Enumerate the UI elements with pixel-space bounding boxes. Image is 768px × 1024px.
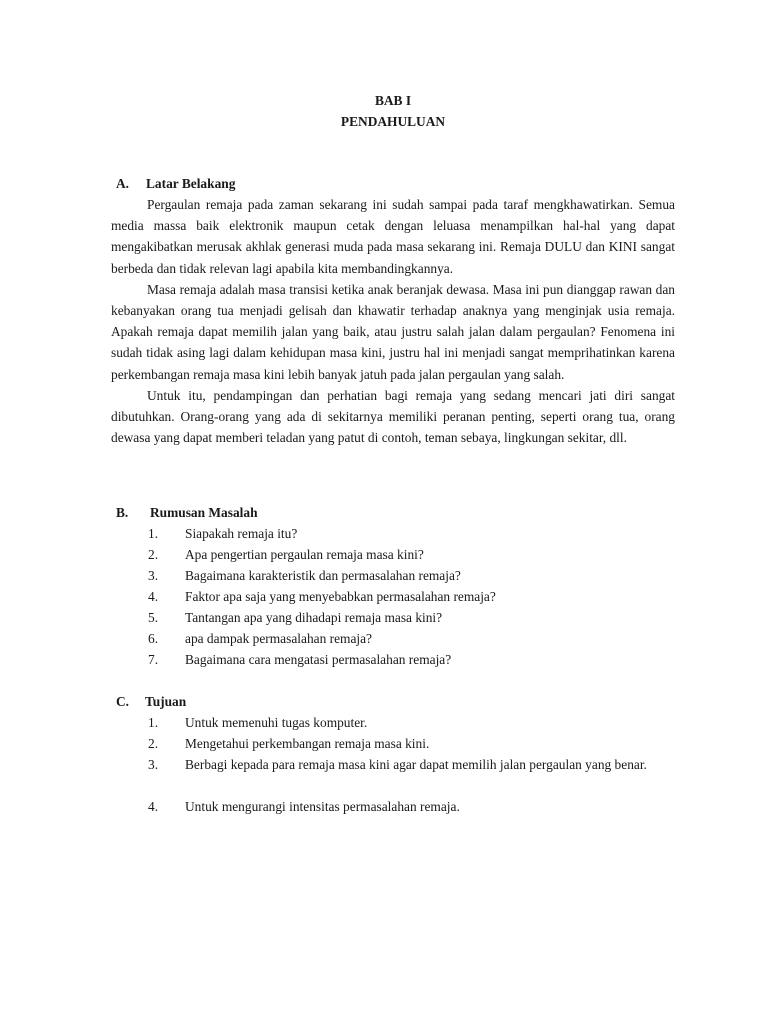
list-number: 7. — [148, 652, 159, 667]
list-number: 1. — [148, 715, 159, 730]
list-text: Apa pengertian pergaulan remaja masa kini? — [185, 547, 424, 562]
list-text: Bagaimana cara mengatasi permasalahan remaja? — [185, 652, 452, 667]
list-item — [0, 586, 768, 607]
list-item — [0, 649, 768, 670]
list-item — [0, 544, 768, 565]
list-number: 6. — [148, 631, 159, 646]
chapter-number: BAB I — [374, 93, 412, 108]
list-item — [0, 565, 768, 586]
list-text: Bagaimana karakteristik dan permasalahan remaja? — [185, 568, 461, 583]
list-item — [0, 523, 768, 544]
section-b-title: Rumusan Masalah — [150, 505, 258, 520]
section-b-list — [0, 523, 768, 670]
list-text: Tantangan apa yang dihadapi remaja masa kini? — [185, 610, 443, 625]
list-item — [0, 796, 768, 817]
section-a-heading — [116, 173, 235, 194]
section-c-list — [0, 712, 768, 817]
list-number: 3. — [148, 568, 159, 583]
paragraph: Untuk itu, pendampingan dan perhatian bagi remaja yang sedang mencari jati diri sangat dibutuhkan. Orang-orang yang ada di sekitarnya memiliki peranan penting, seperti orang tua, orang dewasa yang dapat memberi teladan yang patut di contoh, teman sebaya, lingkungan sekitar, dll. — [111, 387, 675, 446]
section-b-letter: B. — [116, 505, 129, 520]
list-number: 4. — [148, 589, 159, 604]
list-text: apa dampak permasalahan remaja? — [185, 631, 372, 646]
paragraph: Masa remaja adalah masa transisi ketika anak beranjak dewasa. Masa ini pun dianggap rawan dan kebanyakan orang tua menjadi gelisah dan khawatir terhadap anaknya yang menginjak usia remaja. Apakah remaja dapat memilih jalan yang baik, atau justru salah jalan dalam pergaulan? Fenomena ini sudah tidak asing lagi dalam kehidupan masa kini, justru hal ini menjadi sangat memprihatinkan karena perkembangan remaja masa kini lebih banyak jatuh pada jalan pergaulan yang salah. — [111, 281, 675, 382]
list-item — [0, 754, 768, 796]
list-item — [0, 628, 768, 649]
list-item — [0, 607, 768, 628]
section-c-letter: C. — [116, 694, 130, 709]
section-a-title: Latar Belakang — [146, 176, 236, 191]
section-a-letter: A. — [116, 176, 130, 191]
list-text: Untuk mengurangi intensitas permasalahan remaja. — [185, 799, 460, 814]
list-number: 2. — [148, 736, 159, 751]
section-a-body — [111, 194, 675, 448]
chapter-title: PENDAHULUAN — [340, 114, 446, 129]
section-c-title: Tujuan — [145, 694, 187, 709]
paragraph: Pergaulan remaja pada zaman sekarang ini sudah sampai pada taraf mengkhawatirkan. Semua media massa baik elektronik maupun cetak dengan leluasa menampilkan hal-hal yang dapat mengakibatkan merusak akhlak generasi muda pada masa sekarang ini. Remaja DULU dan KINI sangat berbeda dan tidak relevan lagi apabila kita membandingkannya. — [111, 197, 675, 276]
list-text: Untuk memenuhi tugas komputer. — [185, 715, 368, 730]
list-number: 3. — [148, 757, 159, 772]
list-text: Mengetahui perkembangan remaja masa kini. — [185, 736, 430, 751]
list-item — [0, 733, 768, 754]
list-number: 2. — [148, 547, 159, 562]
list-text: Berbagi kepada para remaja masa kini agar dapat memilih jalan pergaulan yang benar. — [185, 757, 647, 772]
list-text: Siapakah remaja itu? — [185, 526, 298, 541]
section-b-heading — [116, 502, 258, 523]
list-number: 1. — [148, 526, 159, 541]
list-number: 4. — [148, 799, 159, 814]
list-text: Faktor apa saja yang menyebabkan permasalahan remaja? — [185, 589, 496, 604]
list-item — [0, 712, 768, 733]
list-number: 5. — [148, 610, 159, 625]
section-c-heading — [116, 691, 186, 712]
